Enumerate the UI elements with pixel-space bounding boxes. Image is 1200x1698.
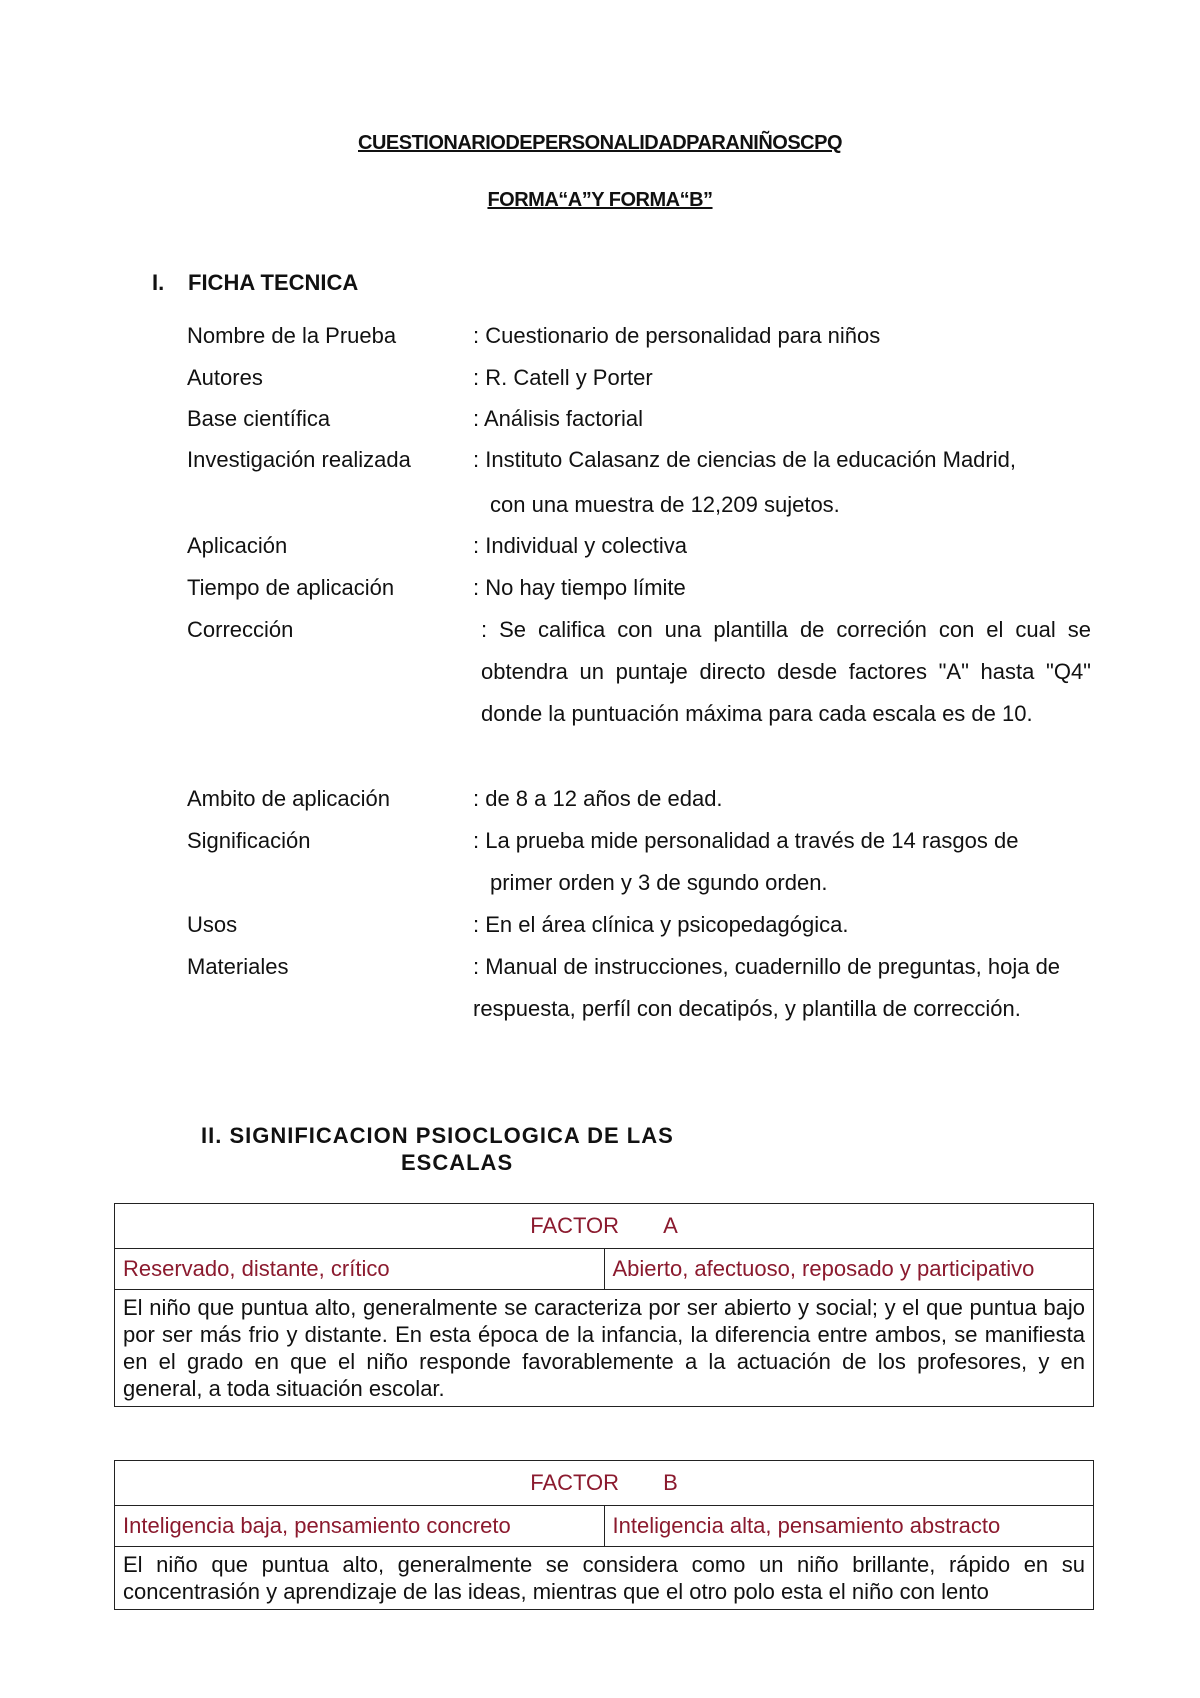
factor-label: FACTOR [530,1213,620,1238]
field-label: Ambito de aplicación [187,786,391,811]
field-label: Base científica [187,406,331,431]
factor-letter: B [663,1470,678,1495]
field-value-line: con una muestra de 12,209 sujetos. [490,492,840,517]
factor-high-pole: Abierto, afectuoso, reposado y participativo [604,1249,1094,1290]
factor-label: FACTOR [530,1470,620,1495]
factor-low-pole: Reservado, distante, crítico [115,1249,605,1290]
field-value: : En el área clínica y psicopedagógica. [473,912,849,937]
field-value [473,439,1091,526]
field-label: Tiempo de aplicación [187,575,395,600]
field-value: : R. Catell y Porter [473,365,653,390]
field-label: Corrección [187,617,294,642]
factor-high-pole: Inteligencia alta, pensamiento abstracto [604,1506,1094,1547]
field-label: Nombre de la Prueba [187,323,397,348]
factor-b-table [114,1460,1094,1610]
field-value: : Cuestionario de personalidad para niños [473,323,881,348]
field-label: Investigación realizada [187,447,411,472]
factor-header [115,1204,1094,1249]
field-label: Materiales [187,954,289,979]
section-title-line: ESCALAS [401,1150,514,1175]
field-label: Autores [187,365,263,390]
document-subtitle: FORMA“A”Y FORMA“B” [487,189,713,211]
factor-description: El niño que puntua alto, generalmente se caracteriza por ser abierto y social; y el que puntua bajo por ser más frio y distante. En esta época de la infancia, la diferencia entre ambos, se manifiesta en el grado en que el niño responde favorablemente a la actuación de los profesores, y en general, a toda situación escolar. [115,1290,1094,1407]
document-title: CUESTIONARIODEPERSONALIDADPARANIÑOSCPQ [358,132,842,154]
field-value-line: primer orden y 3 de sgundo orden. [490,870,828,895]
factor-letter: A [663,1213,678,1238]
field-value [473,820,1091,904]
factor-description: El niño que puntua alto, generalmente se considera como un niño brillante, rápido en su concentrasión y aprendizaje de las ideas, mientras que el otro polo esta el niño con lento [115,1547,1094,1610]
section-title-line: II. SIGNIFICACION PSIOCLOGICA DE LAS [201,1123,674,1148]
section-title: FICHA TECNICA [188,270,359,295]
field-value: : Individual y colectiva [473,533,687,558]
field-label: Usos [187,912,238,937]
field-value: : Manual de instrucciones, cuadernillo de preguntas, hoja de respuesta, perfíl con decatipós, y plantilla de corrección. [473,954,1061,1021]
field-label: Aplicación [187,533,288,558]
field-value-line: : Instituto Calasanz de ciencias de la educación Madrid, [473,447,1016,472]
field-value-line: : La prueba mide personalidad a través de 14 rasgos de [473,828,1019,853]
section-number: I. [152,270,165,295]
factor-header [115,1461,1094,1506]
section-significacion-heading [201,1122,761,1176]
section-ficha-tecnica-heading [152,270,358,296]
field-value: : No hay tiempo límite [473,575,686,600]
factor-a-table [114,1203,1094,1407]
field-value: : Se califica con una plantilla de correción con el cual se obtendra un puntaje directo desde factores "A" hasta "Q4" donde la puntuación máxima para cada escala es de 10. [481,617,1091,726]
field-value: : Análisis factorial [473,406,643,431]
factor-low-pole: Inteligencia baja, pensamiento concreto [115,1506,605,1547]
field-value: : de 8 a 12 años de edad. [473,786,723,811]
field-label: Significación [187,828,311,853]
